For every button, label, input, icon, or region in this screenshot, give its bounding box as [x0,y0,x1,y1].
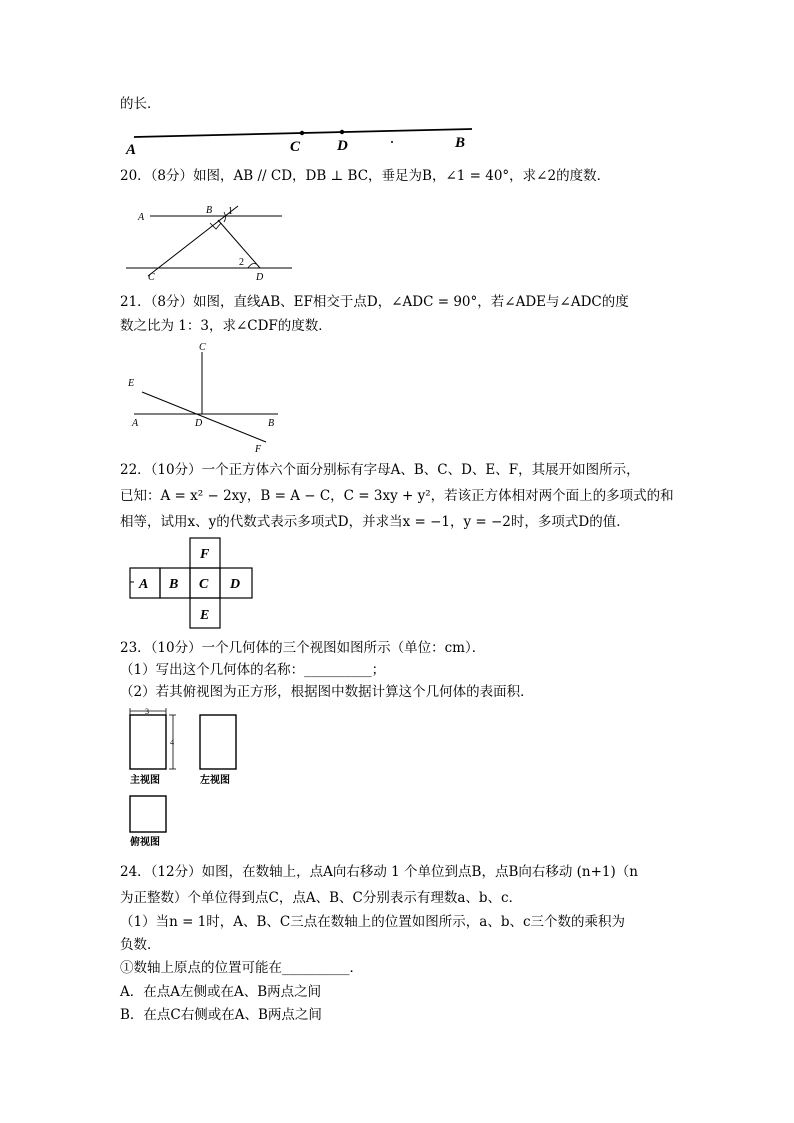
q24-text-line1: 24．（12分）如图，在数轴上，点A向右移动 1 个单位到点B，点B向右移动 (n+1)（n [120,864,638,880]
q19-label-D: D [337,138,348,154]
q20-label-1: 1 [228,206,233,217]
q21-label-B: B [268,418,275,429]
q24-text-line3: （1）当n = 1时，A、B、C三点在数轴上的位置如图所示，a、b、c三个数的乘积为 [120,914,626,930]
q22-text-line3: 相等，试用x、y的代数式表示多项式D，并求当x = −1，y = −2时，多项式D的值． [120,514,630,530]
q24-option-B: B．在点C右侧或在A、B两点之间 [120,1007,322,1023]
q22-text-line2: 已知：A = x² − 2xy，B = A − C，C = 3xy + y²，若该正方体相对两个面上的多项式的和 [120,488,674,504]
q20-label-C: C [148,272,155,283]
q22-text-line1: 22．（10分）一个正方体六个面分别标有字母A、B、C、D、E、F，其展开如图所示， [120,462,640,478]
q21-label-E: E [128,378,135,389]
q22-net-face-D: D [230,577,241,592]
q20-label-2: 2 [239,257,244,268]
q23-three-views-figure [120,704,260,846]
q19-label-C: C [290,139,301,155]
q21-intersecting-lines-figure [120,338,290,458]
q23-top-view-label: 俯视图 [130,837,160,846]
q23-dim-width: 3 [145,707,149,716]
q22-net-face-C: C [199,577,209,592]
q24-text-line4: 负数． [120,937,161,953]
q22-net-face-F: F [200,547,210,562]
q19-tail-text: 的长． [120,96,161,112]
q23-text-line3: （2）若其俯视图为正方形，根据图中数据计算这个几何体的表面积． [120,684,534,700]
q22-net-face-A: A [139,577,149,592]
q21-label-C: C [199,342,206,353]
q19-segment-figure [120,120,480,160]
q23-text-line2: （1）写出这个几何体的名称：__________； [120,662,386,678]
q19-label-B: B [455,135,466,151]
q20-label-D: D [256,272,264,283]
q20-label-B: B [206,205,213,216]
q20-label-A: A [138,212,145,223]
q23-front-view-label: 主视图 [130,775,160,786]
q23-left-view-label: 左视图 [200,775,230,786]
q22-net-face-E: E [200,608,210,623]
q21-text-line1: 21．（8分）如图，直线AB、EF相交于点D，∠ADC = 90°，若∠ADE与∠ADC的度 [120,294,629,310]
q21-text-line2: 数之比为 1：3，求∠CDF的度数． [120,318,332,334]
q19-label-A: A [126,142,137,158]
q24-option-A: A．在点A左侧或在A、B两点之间 [120,984,322,1000]
q23-dim-height: 4 [170,738,174,747]
q20-parallel-lines-figure [120,192,300,288]
q20-text: 20．（8分）如图，AB // CD，DB ⊥ BC，垂足为B，∠1 = 40°，求∠2的度数． [120,168,611,184]
q21-label-D: D [195,418,203,429]
q24-text-line2: 为正整数）个单位得到点C，点A、B、C分别表示有理数a、b、c． [120,890,523,906]
q22-net-face-B: B [169,577,179,592]
q24-text-line5: ①数轴上原点的位置可能在__________． [120,960,363,976]
q21-label-A: A [132,418,139,429]
q22-cube-net-figure [120,536,270,632]
q23-text-line1: 23．（10分）一个几何体的三个视图如图所示（单位：cm）． [120,640,486,656]
q21-label-F: F [255,444,262,455]
